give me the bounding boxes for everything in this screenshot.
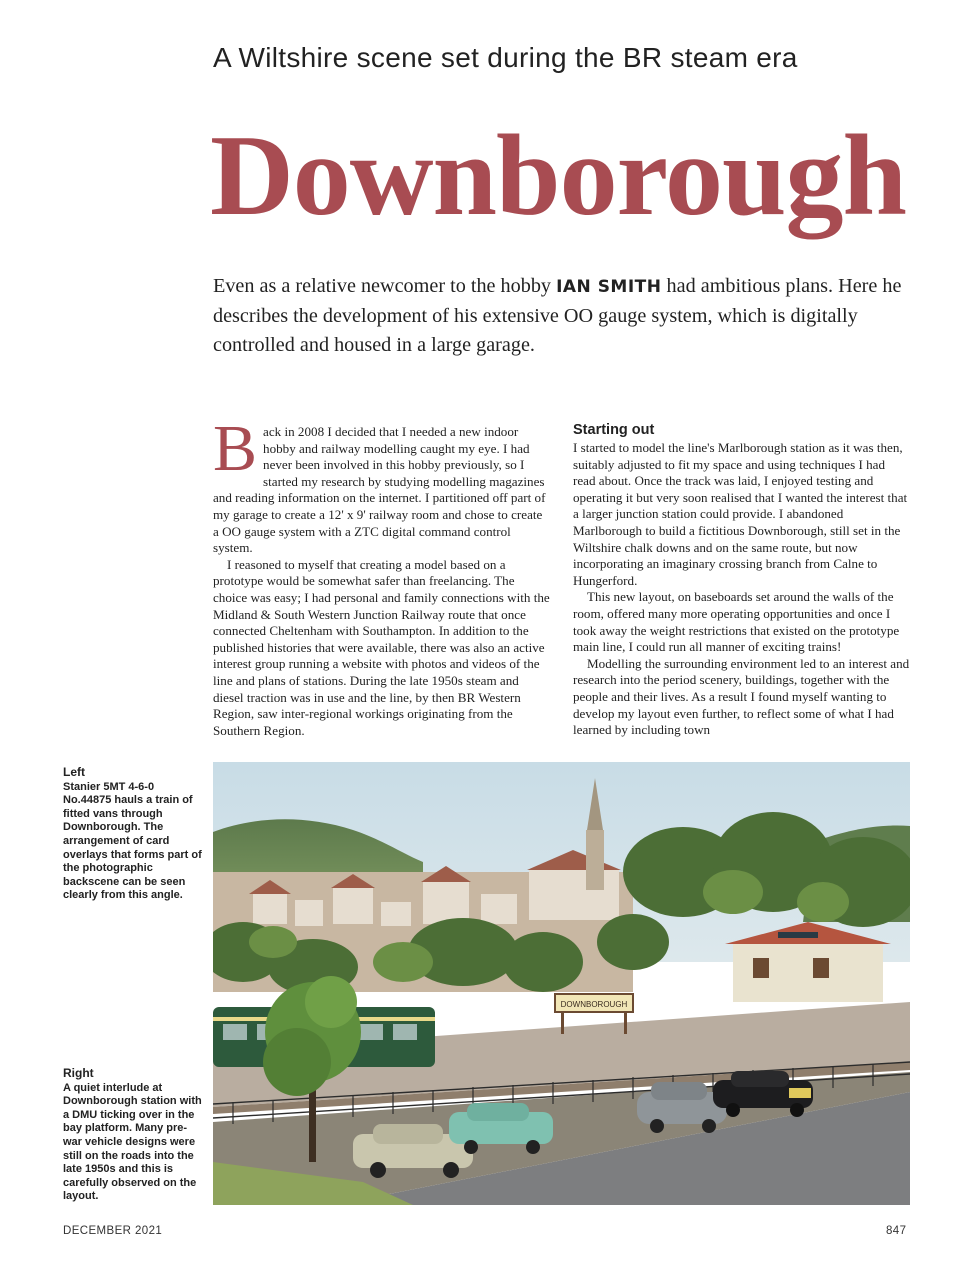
body-paragraph-1 <box>213 412 550 557</box>
page-title: Downborough <box>210 112 906 240</box>
body-column-2 <box>573 422 910 739</box>
drop-cap: B <box>213 412 258 485</box>
body-paragraph-1-text: ack in 2008 I decided that I needed a new indoor hobby and railway modelling caught my eye. I had never been involved in this hobby previously, so I started my research by studying modelling magazines and reading information on the internet. I partitioned off part of my garage to create a 12' x 9' railway room and chose to create a OO gauge system with a ZTC digital command control system. <box>213 424 546 556</box>
caption-left-title: Left <box>63 765 85 779</box>
standfirst <box>213 272 913 360</box>
caption-right-text: A quiet interlude at Downborough station with a DMU ticking over in the bay platform. Many pre-war vehicle designs were still on the roads into the late 1950s and this is carefully observed on the layout. <box>63 1081 202 1203</box>
body-paragraph-5: Modelling the surrounding environment led to an interest and research into the period scenery, buildings, together with the people and their lives. As a result I found myself wanting to develop my layout even further, to reflect some of what I had learned by including town <box>573 655 910 738</box>
layout-photograph <box>213 762 910 1205</box>
caption-left-text: Stanier 5MT 4-6-0 No.44875 hauls a train of fitted vans through Downborough. The arrangement of card overlays that forms part of the photographic backscene can be seen clearly from this angle. <box>63 780 202 902</box>
kicker: A Wiltshire scene set during the BR steam era <box>213 42 798 73</box>
station-sign: DOWNBOROUGH <box>560 1000 628 1009</box>
caption-right-title: Right <box>63 1066 94 1080</box>
section-heading: Starting out <box>573 422 655 438</box>
page-number: 847 <box>886 1225 907 1237</box>
footer-date: DECEMBER 2021 <box>63 1225 163 1237</box>
body-column-1 <box>213 412 550 739</box>
body-paragraph-3: I started to model the line's Marlborough station as it was then, suitably adjusted to fit my space and using techniques I had read about. Once the track was laid, I enjoyed testing and operating it but very soon realised that I wanted the interest that a larger junction station could provide. I abandoned Marlborough to build a fictitious Downborough, still set in the Wiltshire chalk downs and on the same route, but now incorporating an imaginary crossing branch from Calne to Hungerford. <box>573 440 908 588</box>
standfirst-before: Even as a relative newcomer to the hobby <box>213 275 557 297</box>
standfirst-after: had ambitious plans. Here he describes the development of his extensive OO gauge system, which is digitally controlled and housed in a large garage. <box>213 275 902 356</box>
caption-left <box>63 766 203 903</box>
author-name: IAN SMITH <box>556 277 662 297</box>
body-paragraph-2: I reasoned to myself that creating a model based on a prototype would be somewhat safer than freelancing. The choice was easy; I had personal and family connections with the Midland & South Western Junction Railway route that once connected Cheltenham with Southampton. In addition to the published histories that were available, there was also an active interest group running a website with photos and videos of the line and plans of stations. During the late 1950s steam and diesel traction was in use and the line, by then BR Western Region, saw inter-regional workings originating from the Southern Region. <box>213 556 550 738</box>
photo-illustration <box>213 762 910 1205</box>
caption-right <box>63 1067 203 1204</box>
body-paragraph-4: This new layout, on baseboards set around the walls of the room, offered many more operating opportunities and once I took away the weight restrictions that existed on the prototype main line, I could run all manner of exciting trains! <box>573 589 900 655</box>
